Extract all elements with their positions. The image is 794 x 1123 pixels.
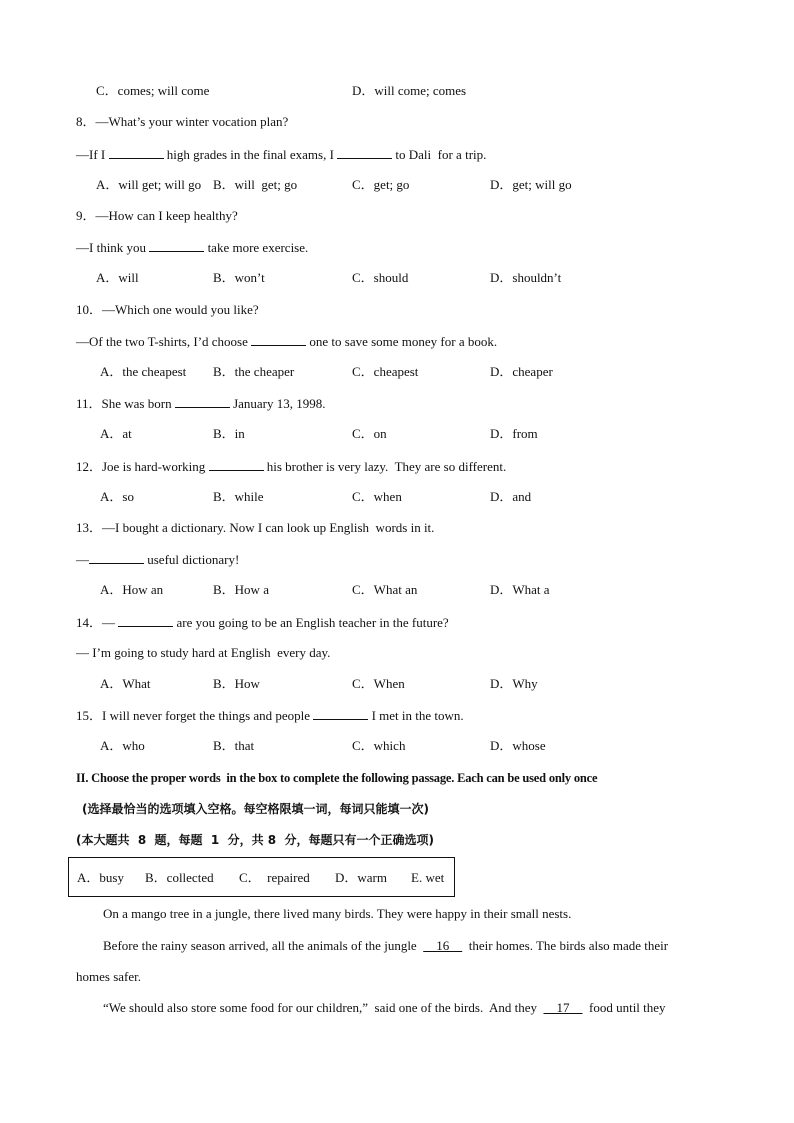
q14-option-a: A．What [100,676,151,691]
q13-option-a: A．How an [100,582,164,597]
q8-option-d: D．get; will go [490,177,572,192]
q15-option-d: D．whose [490,738,546,753]
q11-option-d: D．from [490,426,538,441]
q12-option-c: C．when [352,489,402,504]
passage-paragraph-1: On a mango tree in a jungle, there lived many birds. They were happy in their small nests. [103,906,572,921]
q10-option-c: C．cheapest [352,364,419,379]
q13-option-d: D．What a [490,582,550,597]
answer-blank [313,707,368,720]
word-box-item: B．collected [145,870,214,885]
q9-option-a: A．will [96,270,139,285]
answer-blank [109,146,164,159]
q11-option-c: C．on [352,426,387,441]
answer-blank [89,551,144,564]
q9-option-c: C．should [352,270,409,285]
word-box-item: C． repaired [239,870,310,885]
q10-option-d: D．cheaper [490,364,553,379]
q13-option-c: C．What an [352,582,418,597]
answer-blank [118,614,173,627]
q9-line2: —I think you take more exercise. [76,240,309,255]
word-box-item: D．warm [335,870,387,885]
answer-blank [149,239,204,252]
q13-stem: 13．—I bought a dictionary. Now I can look up English words in it. [76,520,435,535]
q7-option-c: C．comes; will come [96,83,210,98]
q12-option-b: B．while [213,489,264,504]
q14-line2: — I’m going to study hard at English every day. [76,645,331,660]
q11-option-b: B．in [213,426,245,441]
q9-option-d: D．shouldn’t [490,270,562,285]
q15-option-a: A．who [100,738,145,753]
q11-option-a: A．at [100,426,132,441]
q10-option-b: B．the cheaper [213,364,295,379]
q14-option-c: C．When [352,676,405,691]
q14-stem: 14．— are you going to be an English teacher in the future? [76,615,449,630]
blank-16: 16 [423,938,463,953]
q13-line2: — useful dictionary! [76,552,240,567]
q8-option-b: B．will get; go [213,177,298,192]
q15-option-c: C．which [352,738,406,753]
passage-paragraph-2: Before the rainy season arrived, all the animals of the jungle 16 their homes. The birds also made their [103,938,669,953]
q14-option-d: D．Why [490,676,538,691]
q11-stem: 11．She was born January 13, 1998. [76,396,326,411]
word-box-item: E. wet [411,870,445,885]
section-heading: II. Choose the proper words in the box to complete the following passage. Each can be used only once [76,771,598,785]
answer-blank [175,395,230,408]
answer-blank [251,333,306,346]
q15-option-b: B．that [213,738,255,753]
passage-paragraph-2-cont: homes safer. [76,969,141,984]
word-box [68,857,455,897]
q12-option-d: D．and [490,489,532,504]
q12-option-a: A．so [100,489,134,504]
q10-line2: —Of the two T-shirts, I’d choose one to save some money for a book. [76,334,498,349]
section-instruction-cn: (选择最恰当的选项填入空格。每空格限填一词，每词只能填一次) [82,802,429,816]
q13-option-b: B．How a [213,582,269,597]
passage-paragraph-3: “We should also store some food for our children,” said one of the birds. And they 17 food until they [103,1000,666,1015]
q8-option-c: C．get; go [352,177,410,192]
q12-stem: 12．Joe is hard-working his brother is very lazy. They are so different. [76,459,507,474]
word-box-item: A．busy [77,870,124,885]
q15-stem: 15．I will never forget the things and people I met in the town. [76,708,464,723]
q10-option-a: A．the cheapest [100,364,187,379]
section-scoring-cn: (本大题共 8 题，每题 1 分，共 8 分，每题只有一个正确选项) [76,833,434,847]
q8-stem: 8．—What’s your winter vocation plan? [76,114,289,129]
q9-stem: 9．—How can I keep healthy? [76,208,238,223]
q10-stem: 10．—Which one would you like? [76,302,259,317]
q8-line2: —If I high grades in the final exams, I to Dali for a trip. [76,147,487,162]
answer-blank [337,146,392,159]
q7-option-d: D．will come; comes [352,83,467,98]
q9-option-b: B．won’t [213,270,265,285]
q8-option-a: A．will get; will go [96,177,202,192]
answer-blank [209,458,264,471]
blank-17: 17 [543,1000,583,1015]
q14-option-b: B．How [213,676,260,691]
